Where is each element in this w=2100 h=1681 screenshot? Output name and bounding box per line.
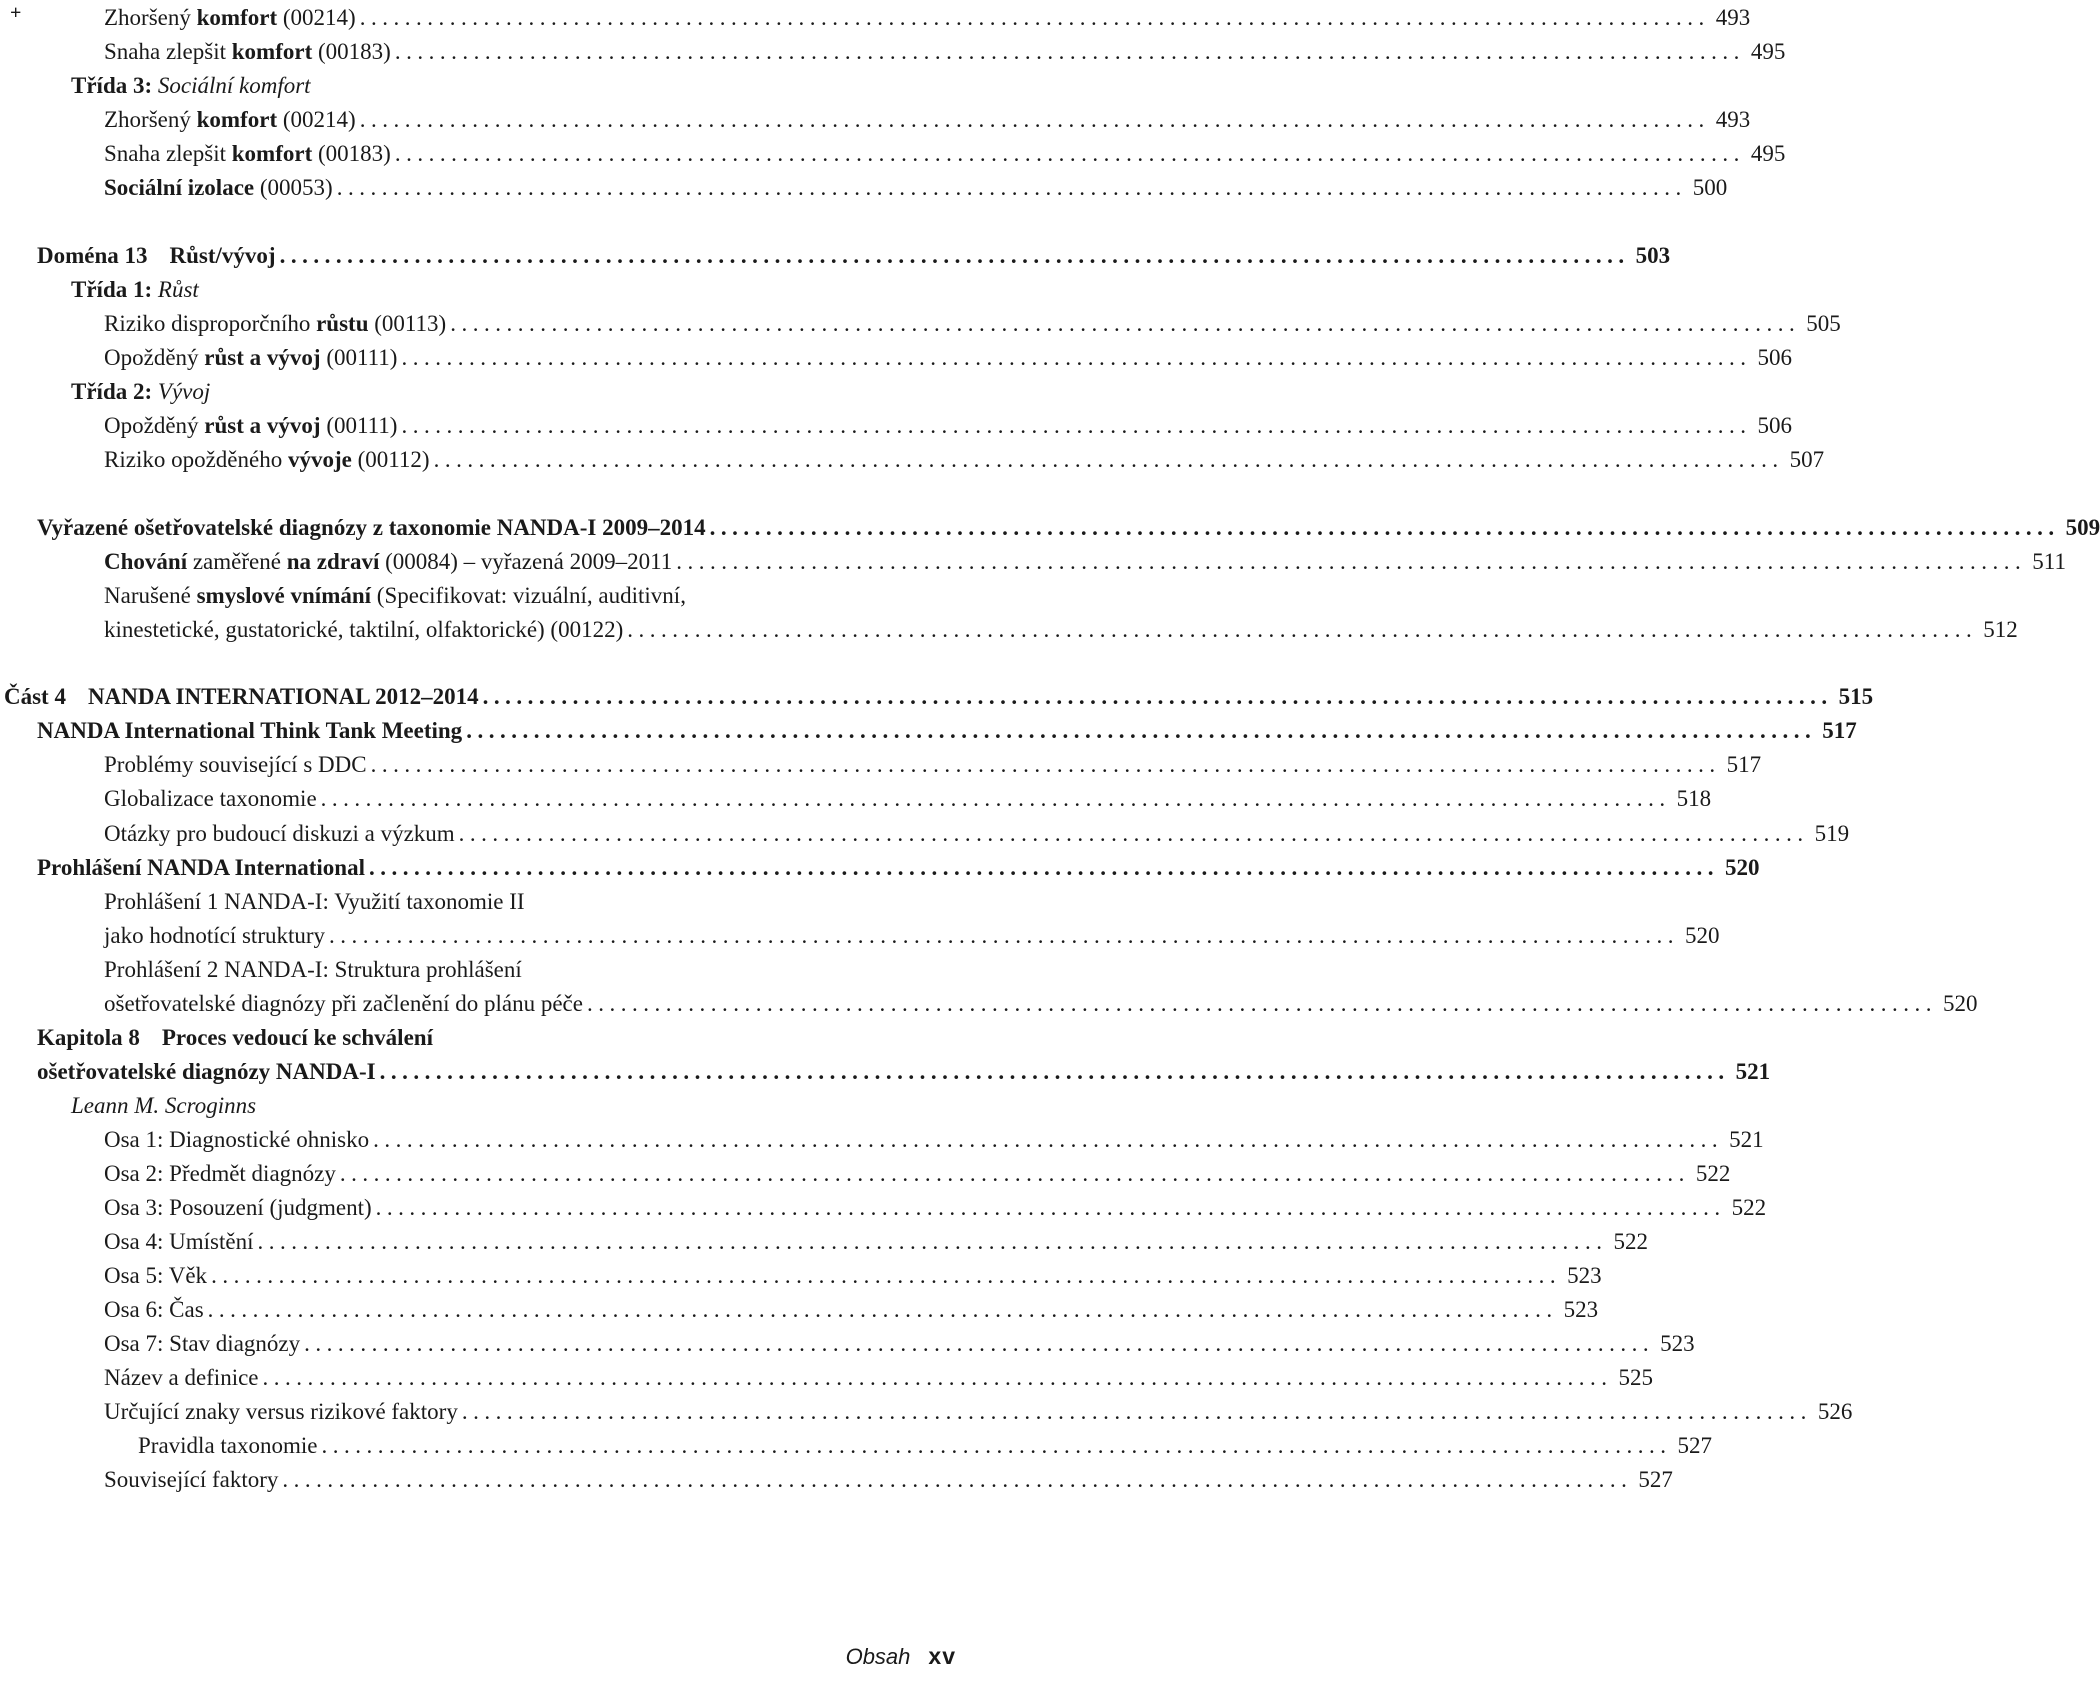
footer-label: Obsah — [845, 1644, 911, 1669]
label-part: (00183) — [312, 39, 391, 64]
page-footer — [846, 1643, 956, 1677]
dot-leader: ........................................................................................................................ — [257, 1229, 1608, 1254]
toc-entry — [37, 510, 2100, 546]
toc-entry — [104, 442, 1825, 478]
label-part: (Specifikovat: vizuální, auditivní, — [371, 583, 686, 608]
dot-leader: ........................................................................................................................ — [375, 1195, 1726, 1220]
label-part: Chování — [104, 549, 188, 574]
toc-entry — [104, 306, 1841, 342]
label-part: Třída 1: — [71, 277, 158, 302]
toc-page-number: 511 — [2032, 549, 2066, 574]
dot-leader: ........................................................................................................................ — [394, 141, 1745, 166]
toc-page-number: 515 — [1838, 684, 1874, 709]
label-part: Zhoršený — [104, 107, 197, 132]
label-part: Část 4 — [4, 684, 66, 709]
label-part: Sociální komfort — [157, 73, 311, 98]
label-part: Problémy související s DDC — [104, 752, 367, 777]
dot-leader: ........................................................................................................................ — [627, 617, 1978, 642]
toc-entry-label — [104, 0, 356, 36]
toc-page-number: 523 — [1563, 1297, 1599, 1322]
toc-page-number: 506 — [1757, 345, 1792, 370]
label-part: (00183) — [312, 141, 391, 166]
dot-leader: ........................................................................................................................ — [482, 684, 1833, 709]
label-part: Růst/vývoj — [169, 243, 276, 268]
toc-entry — [104, 612, 2018, 648]
toc-entry-label — [104, 612, 623, 648]
label-part: Kapitola 8 — [37, 1025, 140, 1050]
toc-entry — [104, 884, 956, 920]
toc-page-number: 493 — [1715, 107, 1751, 132]
label-part: Osa 3: Posouzení (judgment) — [104, 1195, 372, 1220]
toc-entry-label — [104, 781, 317, 817]
label-part: (00111) — [320, 413, 398, 438]
toc-entry — [104, 1258, 1602, 1294]
label-part: Opožděný — [104, 345, 205, 370]
label-part: (00111) — [320, 345, 398, 370]
label-part: Zhoršený — [104, 5, 197, 30]
label-part: Osa 4: Umístění — [104, 1229, 254, 1254]
toc-entry-label — [37, 238, 276, 274]
label-part: (00113) — [368, 311, 447, 336]
label-part: Sociální izolace — [104, 175, 255, 200]
label-part: Třída 2: — [71, 379, 158, 404]
toc-page-number: 523 — [1660, 1331, 1695, 1356]
dot-leader: ........................................................................................................................ — [433, 447, 1784, 472]
dot-leader: ........................................................................................................................ — [262, 1365, 1613, 1390]
toc-entry — [104, 1292, 1599, 1328]
toc-entry — [4, 679, 1874, 715]
label-part: komfort — [196, 107, 278, 132]
toc-entry — [71, 68, 956, 104]
label-part: jako hodnotící struktury — [104, 923, 326, 948]
label-part: Třída 3: — [71, 73, 158, 98]
toc-entry — [104, 544, 2066, 580]
label-part: (00053) — [254, 175, 333, 200]
toc-page-number: 522 — [1613, 1229, 1648, 1254]
toc-entry — [37, 1054, 1771, 1090]
dot-leader: ........................................................................................................................ — [461, 1399, 1812, 1424]
dot-leader: ........................................................................................................................ — [586, 991, 1937, 1016]
dot-leader: ........................................................................................................................ — [394, 39, 1745, 64]
label-part: Riziko opožděného — [104, 447, 288, 472]
toc-entry — [104, 986, 1978, 1022]
label-part: Název a definice — [104, 1365, 259, 1390]
toc-entry-label — [104, 747, 367, 783]
label-part: (00214) — [277, 5, 356, 30]
label-part: Určující znaky versus rizikové faktory — [104, 1399, 458, 1424]
label-part: zaměřené — [187, 549, 287, 574]
toc-entry-label — [104, 1462, 278, 1498]
toc-entry-label — [104, 918, 325, 954]
toc-page-number: 506 — [1757, 413, 1792, 438]
dot-leader: ........................................................................................................................ — [709, 515, 2060, 540]
dot-leader: ........................................................................................................................ — [359, 107, 1710, 132]
toc-entry-label — [71, 68, 311, 104]
toc-entry-label — [37, 850, 365, 886]
toc-entry — [37, 238, 1671, 274]
label-part: Osa 5: Věk — [104, 1263, 208, 1288]
toc-entry-label — [104, 1224, 254, 1260]
label-part: Osa 1: Diagnostické ohnisko — [104, 1127, 370, 1152]
label-part: Prohlášení 1 NANDA-I: Využití taxonomie II — [104, 889, 525, 914]
toc-page-number: 500 — [1692, 175, 1728, 200]
toc-entry-label — [104, 34, 391, 70]
toc-page-number: 526 — [1817, 1399, 1853, 1424]
toc-page-number: 507 — [1789, 447, 1825, 472]
dot-leader: ........................................................................................................................ — [369, 855, 1719, 880]
toc-entry — [104, 747, 1762, 783]
toc-entry-label — [104, 578, 686, 614]
dot-leader: ........................................................................................................................ — [359, 5, 1710, 30]
toc-entry — [71, 1088, 956, 1124]
dot-leader: ........................................................................................................................ — [676, 549, 2027, 574]
toc-entry-label — [104, 1394, 458, 1430]
dot-leader: ........................................................................................................................ — [211, 1263, 1562, 1288]
dot-leader: ........................................................................................................................ — [329, 923, 1680, 948]
toc-entry-label — [104, 952, 522, 988]
footer-page-number: xv — [928, 1643, 956, 1669]
toc-entry — [104, 578, 956, 614]
label-part: Růst — [157, 277, 199, 302]
label-part: NANDA International Think Tank Meeting — [37, 718, 463, 743]
toc-page-number: 495 — [1750, 141, 1786, 166]
label-part: Leann M. Scroginns — [71, 1093, 257, 1118]
label-part: ošetřovatelské diagnózy při začlenění do plánu péče — [104, 991, 583, 1016]
toc-entry-label — [138, 1428, 318, 1464]
toc-entry-label — [104, 1258, 207, 1294]
toc-entry — [104, 1360, 1654, 1396]
toc-page-number: 522 — [1731, 1195, 1767, 1220]
toc-page-number: 527 — [1638, 1467, 1673, 1492]
label-part: Otázky pro budoucí diskuzi a výzkum — [104, 821, 455, 846]
dot-leader: ........................................................................................................................ — [207, 1297, 1558, 1322]
toc-entry-label — [104, 544, 672, 580]
toc-entry — [104, 1462, 1673, 1498]
toc-entry-label — [104, 1292, 204, 1328]
label-part: na zdraví — [286, 549, 380, 574]
toc-entry-label — [104, 1156, 336, 1192]
label-part: Proces vedoucí ke schválení — [161, 1025, 433, 1050]
toc-entry — [71, 374, 956, 410]
toc-entry — [104, 170, 1728, 206]
dot-leader: ........................................................................................................................ — [282, 1467, 1633, 1492]
dot-leader: ........................................................................................................................ — [279, 243, 1630, 268]
label-part: kinestetické, gustatorické, taktilní, olfaktorické) (00122) — [104, 617, 624, 642]
toc-entry — [104, 1326, 1695, 1362]
toc-entry — [104, 816, 1850, 852]
toc-entry-label — [104, 408, 397, 444]
label-part: (00214) — [277, 107, 356, 132]
toc-page-number: 520 — [1685, 923, 1720, 948]
margin-mark: + — [10, 2, 22, 24]
toc-entry-label — [71, 1088, 256, 1124]
label-part: Související faktory — [104, 1467, 279, 1492]
label-part: Prohlášení 2 NANDA-I: Struktura prohlášení — [104, 957, 522, 982]
toc-page-number: 523 — [1567, 1263, 1602, 1288]
label-part: Vývoj — [157, 379, 211, 404]
label-part: komfort — [231, 141, 313, 166]
dot-leader: ........................................................................................................................ — [321, 1433, 1672, 1458]
toc-entry — [71, 272, 956, 308]
dot-leader: ........................................................................................................................ — [304, 1331, 1655, 1356]
label-part: vývoje — [287, 447, 352, 472]
toc-entry — [104, 1122, 1764, 1158]
label-part: Snaha zlepšit — [104, 39, 232, 64]
label-part: komfort — [231, 39, 313, 64]
toc-entry-label — [104, 170, 333, 206]
toc-entry — [104, 0, 1751, 36]
dot-leader: ........................................................................................................................ — [339, 1161, 1690, 1186]
toc-entry-label — [104, 136, 391, 172]
label-part: růst a vývoj — [204, 413, 321, 438]
toc-entry-label — [104, 1360, 259, 1396]
label-part: Prohlášení NANDA International — [37, 855, 365, 880]
toc-page-number: 517 — [1822, 718, 1857, 743]
toc-entry-label — [104, 442, 430, 478]
toc-page-number: 521 — [1735, 1059, 1771, 1084]
toc-entry-label — [104, 1190, 372, 1226]
toc-page-number: 520 — [1725, 855, 1760, 880]
label-part: Narušené — [104, 583, 197, 608]
dot-leader: ........................................................................................................................ — [466, 718, 1817, 743]
toc-entry — [104, 952, 956, 988]
toc-entry-label — [104, 1122, 369, 1158]
toc-entry — [37, 850, 1760, 886]
label-part: ošetřovatelské diagnózy NANDA-I — [37, 1059, 376, 1084]
toc-entry — [104, 1190, 1767, 1226]
toc-entry — [104, 1224, 1648, 1260]
toc-entry-label — [37, 713, 462, 749]
label-part: růstu — [316, 311, 369, 336]
dot-leader: ........................................................................................................................ — [320, 786, 1671, 811]
toc-page-number: 512 — [1983, 617, 2018, 642]
toc-entry — [104, 136, 1786, 172]
label-part: Opožděný — [104, 413, 205, 438]
toc-page-number: 525 — [1618, 1365, 1654, 1390]
toc-entry — [104, 781, 1712, 817]
label-part: růst a vývoj — [204, 345, 321, 370]
toc-page-number: 521 — [1729, 1127, 1764, 1152]
toc-page-number: 503 — [1635, 243, 1671, 268]
dot-leader: ........................................................................................................................ — [370, 752, 1721, 777]
label-part: Globalizace taxonomie — [104, 786, 317, 811]
label-part: (00084) – vyřazená 2009–2011 — [379, 549, 673, 574]
toc-page-number: 520 — [1942, 991, 1978, 1016]
label-part: (00112) — [351, 447, 430, 472]
dot-leader: ........................................................................................................................ — [379, 1059, 1730, 1084]
toc-entry — [138, 1428, 1712, 1464]
toc-page-number: 493 — [1715, 5, 1751, 30]
toc-entry-label — [71, 374, 210, 410]
toc-entry-label — [104, 884, 525, 920]
toc-page-number: 518 — [1676, 786, 1712, 811]
label-part: Pravidla taxonomie — [138, 1433, 318, 1458]
label-part: Osa 6: Čas — [104, 1297, 204, 1322]
label-part: Doména 13 — [37, 243, 148, 268]
toc-page-number: 505 — [1806, 311, 1841, 336]
toc-page-number: 522 — [1695, 1161, 1731, 1186]
label-part: komfort — [196, 5, 278, 30]
toc-entry-label — [37, 1054, 376, 1090]
label-part: Vyřazené ošetřovatelské diagnózy z taxonomie NANDA-I 2009–2014 — [37, 515, 706, 540]
toc-entry-label — [104, 986, 583, 1022]
toc-entry — [104, 102, 1751, 138]
toc-entry — [104, 1156, 1731, 1192]
dot-leader: ........................................................................................................................ — [450, 311, 1801, 336]
toc-entry — [104, 340, 1792, 376]
label-part: Riziko disproporčního — [104, 311, 317, 336]
toc-entry-label — [4, 679, 479, 715]
dot-leader: ........................................................................................................................ — [401, 345, 1752, 370]
dot-leader: ........................................................................................................................ — [401, 413, 1752, 438]
dot-leader: ........................................................................................................................ — [336, 175, 1687, 200]
toc-entry-label — [104, 306, 446, 342]
toc-entry-label — [71, 272, 199, 308]
toc-entry-label — [104, 1326, 300, 1362]
toc-page-number: 519 — [1814, 821, 1850, 846]
label-part: Snaha zlepšit — [104, 141, 232, 166]
toc-entry — [104, 34, 1786, 70]
label-part: Osa 7: Stav diagnózy — [104, 1331, 301, 1356]
toc-entry — [37, 713, 1857, 749]
toc-page-number: 527 — [1677, 1433, 1712, 1458]
toc-entry — [104, 1394, 1853, 1430]
label-part: NANDA INTERNATIONAL 2012–2014 — [87, 684, 479, 709]
toc-entry-label — [37, 510, 706, 546]
toc-page-number: 495 — [1750, 39, 1786, 64]
toc-entry-label — [37, 1020, 433, 1056]
toc-page-number: 517 — [1726, 752, 1762, 777]
dot-leader: ........................................................................................................................ — [458, 821, 1809, 846]
toc-entry-label — [104, 102, 356, 138]
toc-entry-label — [104, 816, 455, 852]
toc-entry — [37, 1020, 956, 1056]
toc-entry-label — [104, 340, 397, 376]
dot-leader: ........................................................................................................................ — [373, 1127, 1724, 1152]
toc-page-number: 509 — [2065, 515, 2100, 540]
label-part: smyslové vnímání — [196, 583, 372, 608]
label-part: Osa 2: Předmět diagnózy — [104, 1161, 336, 1186]
toc-entry — [104, 918, 1720, 954]
toc-entry — [104, 408, 1792, 444]
